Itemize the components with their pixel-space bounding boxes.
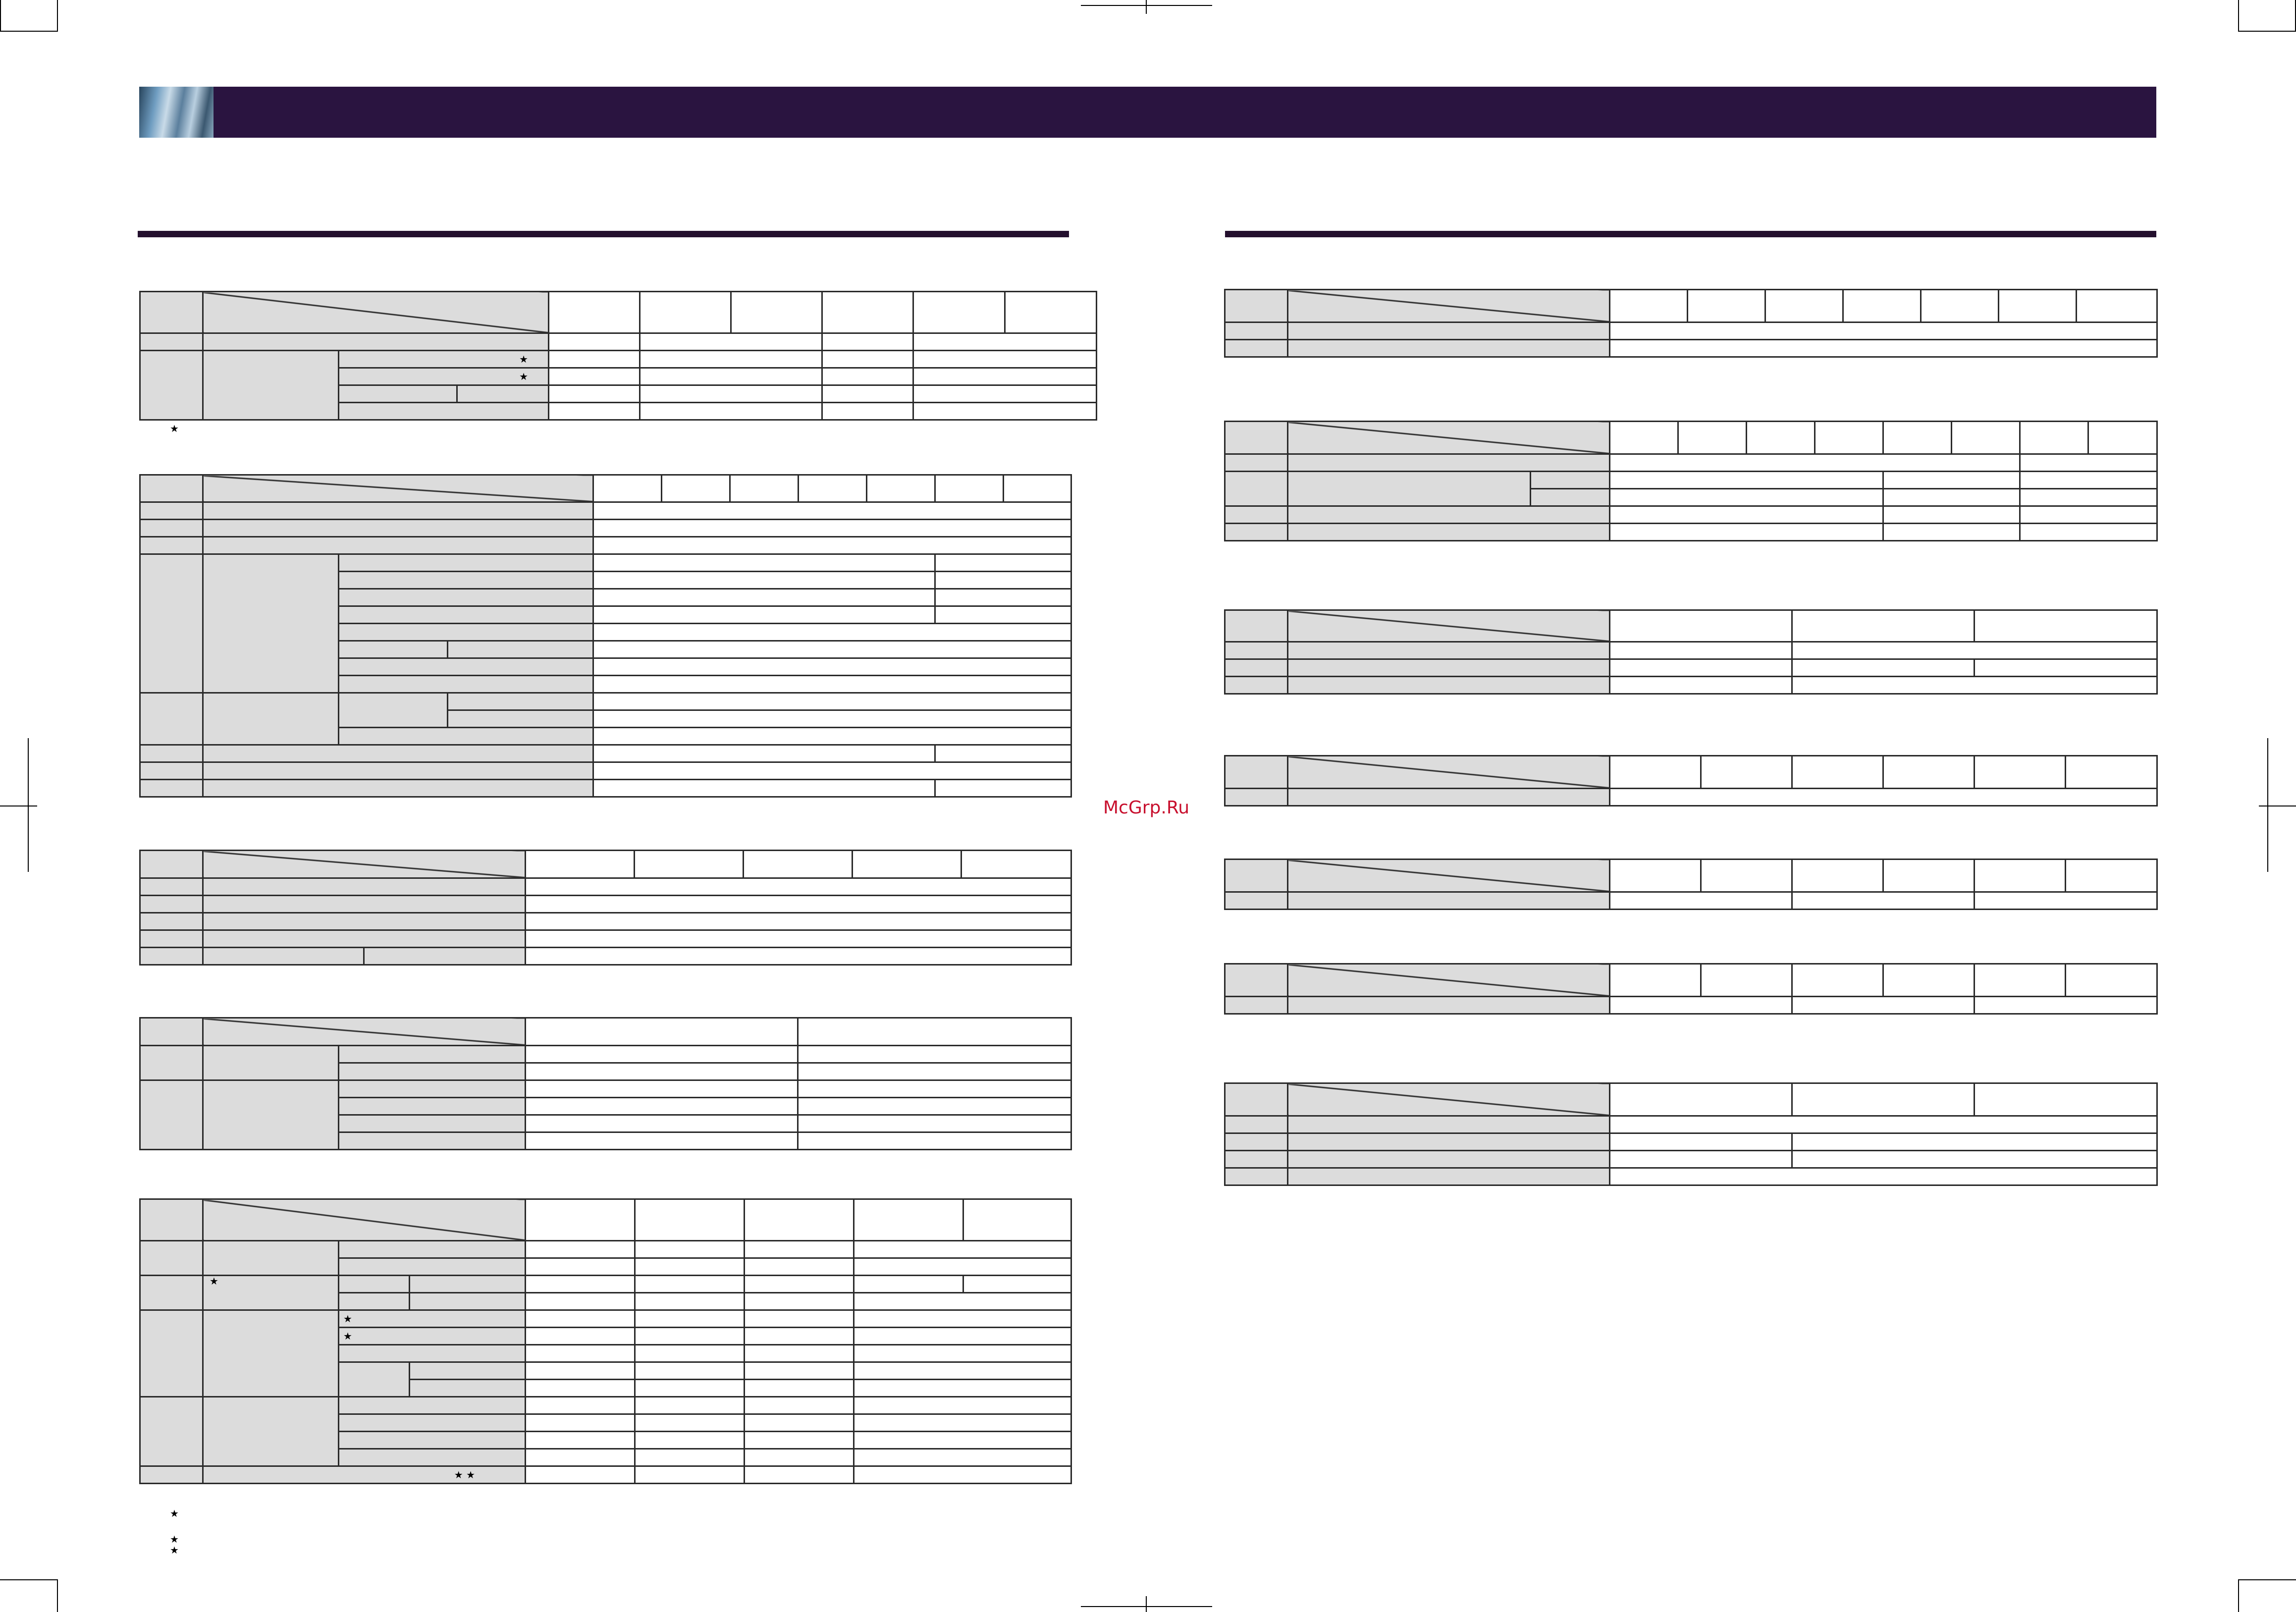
footnote-star: ★	[170, 423, 179, 434]
spec-table-r4	[1224, 755, 2158, 806]
star-mark: ★	[210, 1275, 218, 1287]
spec-table-r6	[1224, 963, 2158, 1015]
footnote-star: ★	[170, 1533, 179, 1545]
star-mark: ★	[343, 1330, 352, 1342]
banner-photo	[139, 87, 214, 138]
watermark: McGrp.Ru	[1103, 798, 1190, 818]
section-rule-right	[1225, 231, 2156, 237]
spec-table-r7	[1224, 1082, 2158, 1186]
star-mark: ★	[343, 1312, 352, 1325]
spec-table-r1	[1224, 289, 2158, 358]
section-rule-left	[138, 231, 1069, 237]
header-banner	[139, 87, 2156, 138]
spec-table-l3	[139, 850, 1072, 966]
footnote-star: ★	[170, 1507, 179, 1519]
star-mark: ★	[519, 353, 528, 365]
footnote-star: ★	[170, 1544, 179, 1556]
star-mark: ★	[519, 370, 528, 382]
spec-table-l2	[139, 474, 1072, 798]
star-mark-pair: ★ ★	[454, 1468, 475, 1481]
spec-table-l1	[139, 291, 1097, 421]
spec-table-r2	[1224, 421, 2158, 541]
spec-table-l5	[139, 1198, 1072, 1484]
spec-table-r5	[1224, 859, 2158, 910]
spec-table-l4	[139, 1017, 1072, 1150]
spec-table-r3	[1224, 609, 2158, 695]
